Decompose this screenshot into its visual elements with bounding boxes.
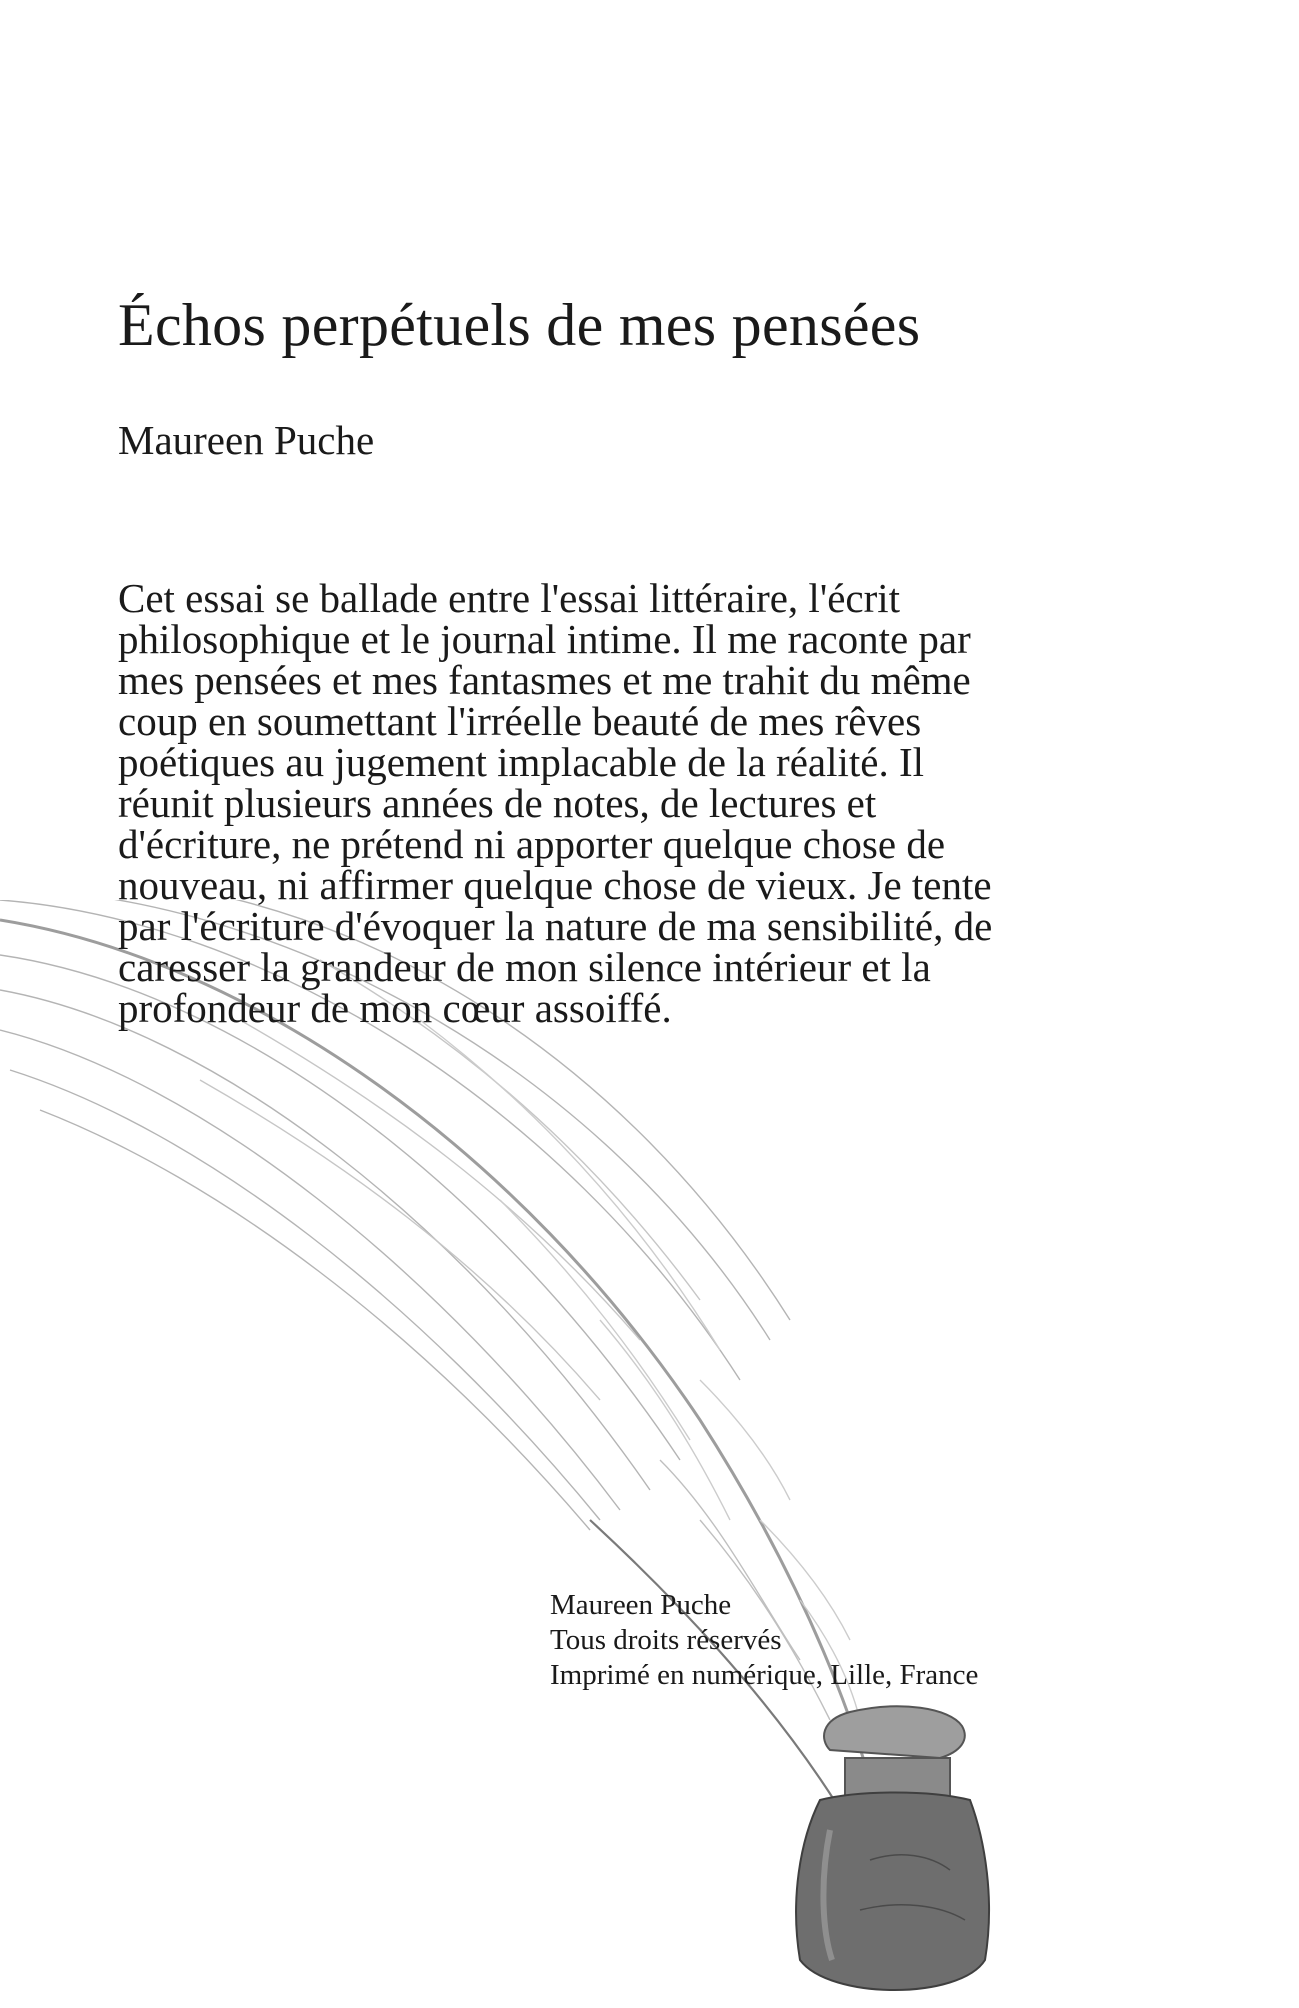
book-title: Échos perpétuels de mes pensées [118, 292, 921, 358]
colophon-author: Maureen Puche [550, 1589, 732, 1621]
colophon [550, 1588, 978, 1693]
colophon-rights: Tous droits réservés [550, 1624, 782, 1656]
book-author: Maureen Puche [118, 417, 375, 463]
quill-inkwell-illustration [0, 900, 1299, 2008]
colophon-printing: Imprimé en numérique, Lille, France [550, 1659, 979, 1691]
inkwell-icon [796, 1706, 989, 1990]
book-blurb: Cet essai se ballade entre l'essai littéraire, l'écrit philosophique et le journal intime. Il me raconte par mes pensées et mes fantasmes et me trahit du même coup en soumettant l'irréelle beauté de mes rêves poétiques au jugement implacable de la réalité. Il réunit plusieurs années de notes, de lectures et d'écriture, ne prétend ni apporter quelque chose de nouveau, ni affirmer quelque chose de vieux. Je tente par l'écriture d'évoquer la nature de ma sensibilité, de caresser la grandeur de mon silence intérieur et la profondeur de mon cœur assoiffé. [118, 575, 993, 1031]
